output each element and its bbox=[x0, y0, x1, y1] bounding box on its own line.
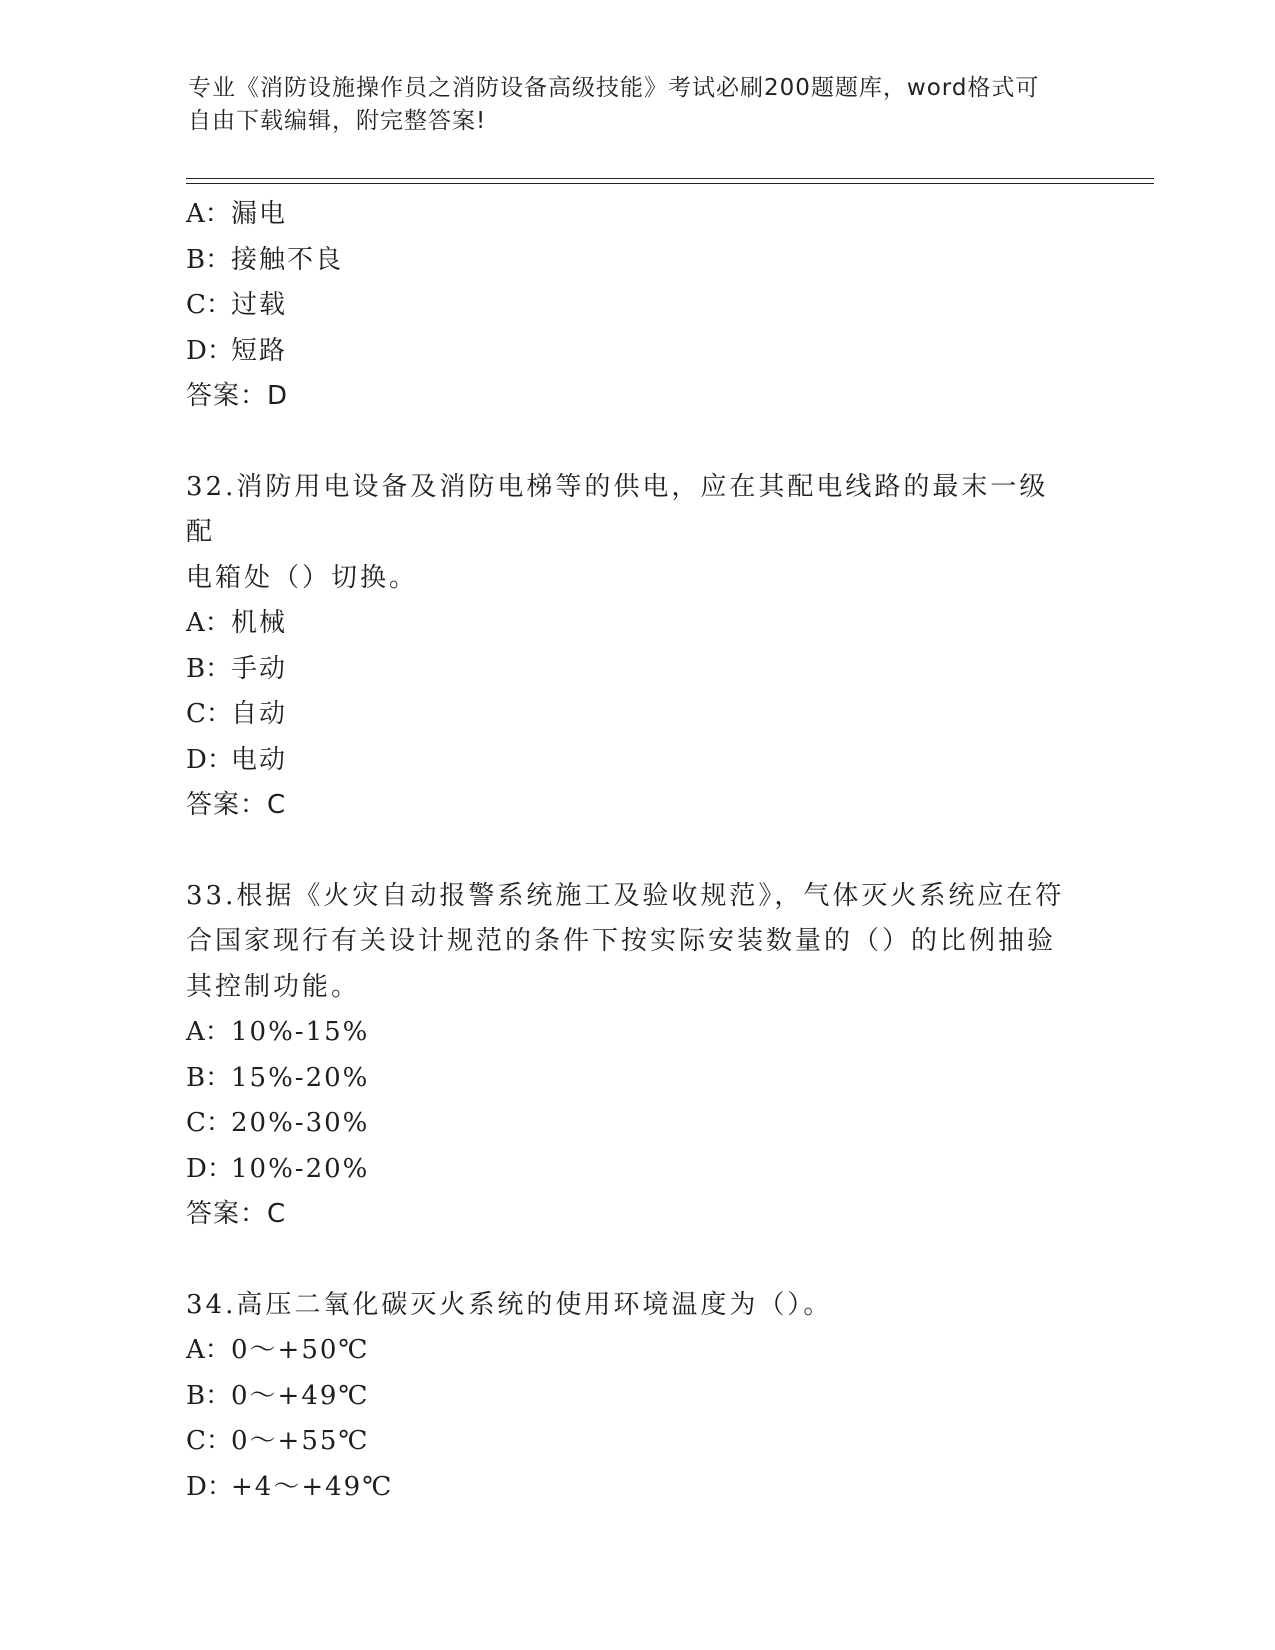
question-32 bbox=[186, 465, 1086, 829]
answer-label: 答案：D bbox=[186, 381, 289, 411]
option-c: C：过载 bbox=[186, 290, 288, 320]
option-c: C：自动 bbox=[186, 699, 288, 729]
option-b: B：接触不良 bbox=[186, 244, 344, 275]
option-d: D：短路 bbox=[186, 335, 288, 366]
option-b: B：0～+49℃ bbox=[186, 1380, 370, 1411]
question-stem: 电箱处（）切换。 bbox=[186, 562, 419, 593]
answer-label: 答案：C bbox=[186, 1199, 287, 1229]
option-c: C：20%-30% bbox=[186, 1108, 370, 1138]
header-rule-top bbox=[186, 178, 1154, 179]
question-list bbox=[186, 192, 1086, 1510]
question-stem: 32.消防用电设备及消防电梯等的供电，应在其配电线路的最末一级配 bbox=[186, 471, 1049, 547]
option-b: B：15%-20% bbox=[186, 1062, 370, 1093]
answer-label: 答案：C bbox=[186, 790, 287, 820]
option-c: C：0～+55℃ bbox=[186, 1426, 370, 1456]
question-stem: 33.根据《火灾自动报警系统施工及验收规范》，气体灭火系统应在符 bbox=[186, 880, 1065, 911]
question-stem: 合国家现行有关设计规范的条件下按实际安装数量的（）的比例抽验 bbox=[186, 926, 1057, 956]
header-rule-bottom bbox=[186, 183, 1154, 184]
option-d: D：+4～+49℃ bbox=[186, 1471, 394, 1502]
option-d: D：电动 bbox=[186, 744, 288, 775]
option-a: A：漏电 bbox=[186, 199, 288, 229]
question-34 bbox=[186, 1283, 1086, 1511]
document-header bbox=[188, 72, 1068, 138]
question-stem: 34.高压二氧化碳灭火系统的使用环境温度为（）。 bbox=[186, 1289, 833, 1320]
header-line-1: 专业《消防设施操作员之消防设备高级技能》考试必刷200题题库，word格式可 bbox=[188, 75, 1040, 101]
option-a: A：10%-15% bbox=[186, 1017, 370, 1047]
option-a: A：机械 bbox=[186, 608, 288, 638]
question-33 bbox=[186, 874, 1086, 1238]
question-stem: 其控制功能。 bbox=[186, 971, 361, 1002]
header-line-2: 自由下载编辑，附完整答案! bbox=[188, 108, 487, 134]
option-b: B：手动 bbox=[186, 653, 288, 684]
question-31 bbox=[186, 192, 1086, 420]
option-d: D：10%-20% bbox=[186, 1153, 370, 1184]
option-a: A：0～+50℃ bbox=[186, 1335, 370, 1365]
